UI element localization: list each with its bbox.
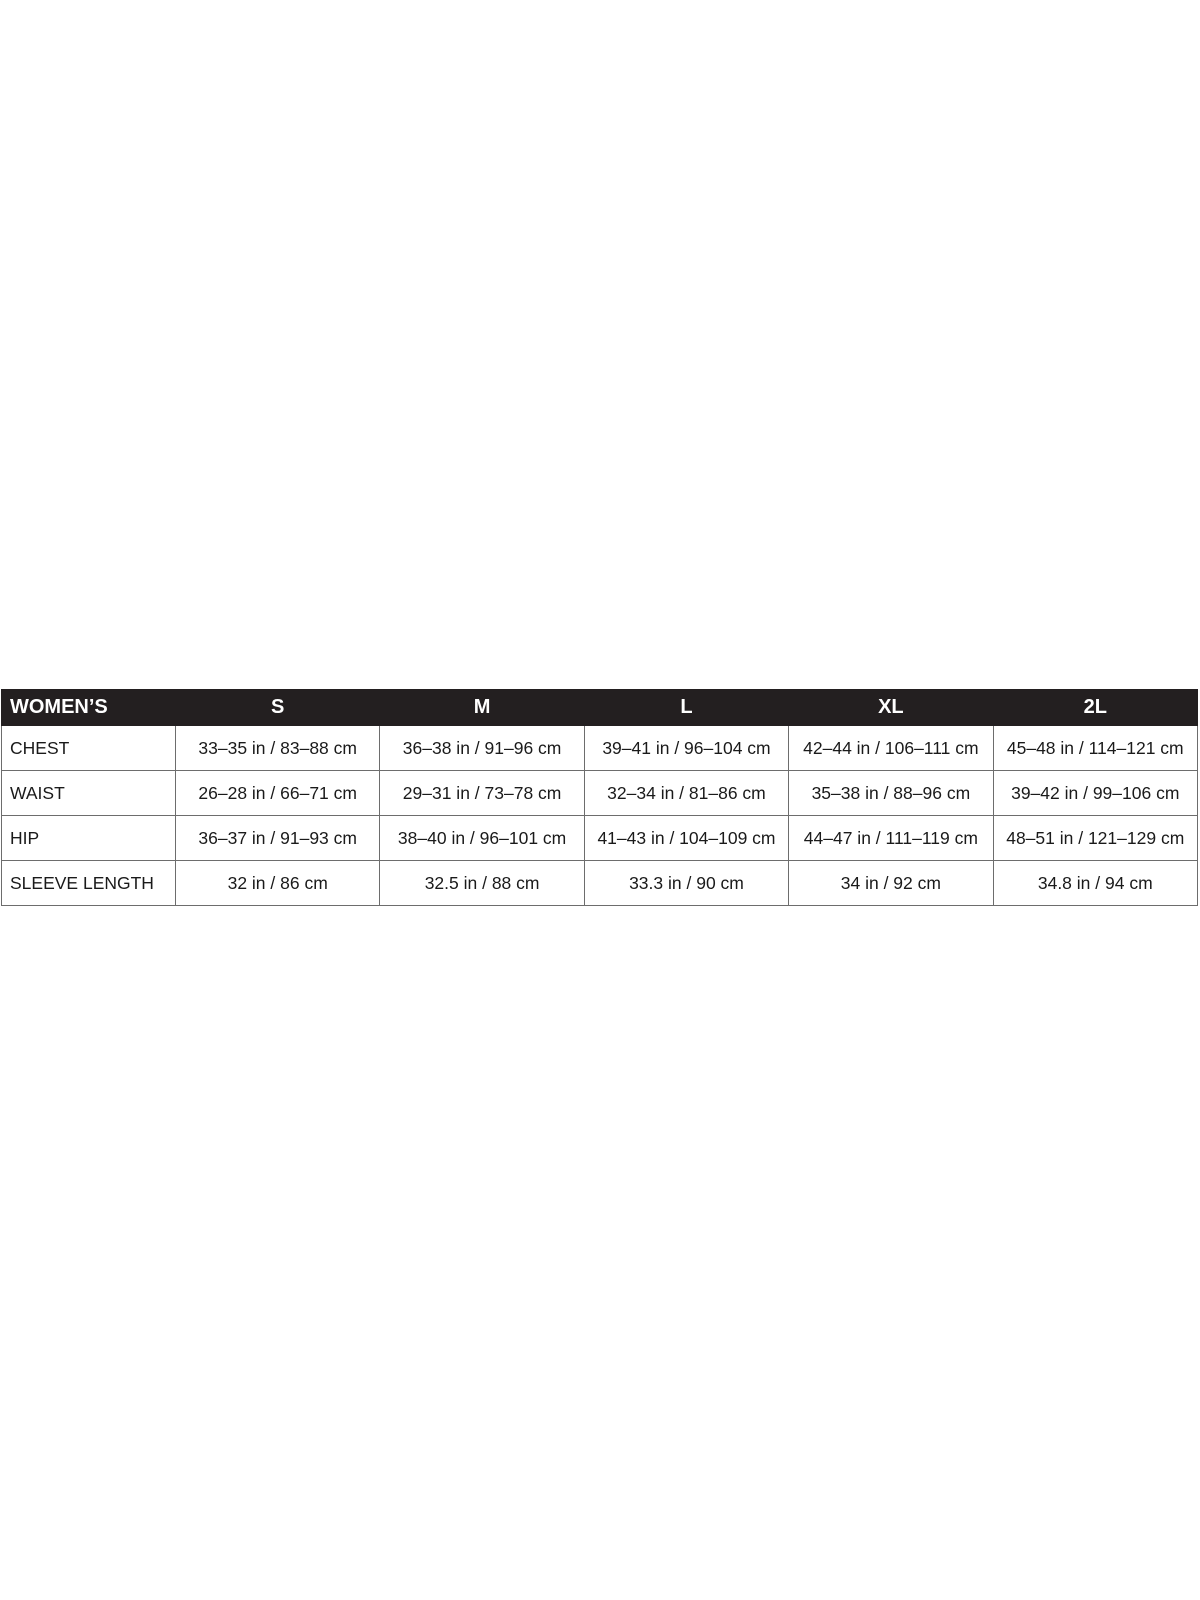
table-cell: 42–44 in / 106–111 cm — [789, 726, 993, 771]
table-row-chest — [2, 726, 1198, 771]
table-cell: 29–31 in / 73–78 cm — [380, 771, 584, 816]
row-label-hip: HIP — [2, 816, 176, 861]
table-row-sleeve-length — [2, 861, 1198, 906]
header-row — [2, 690, 1198, 726]
row-label-chest: CHEST — [2, 726, 176, 771]
size-header-s: S — [176, 690, 380, 726]
table-cell: 44–47 in / 111–119 cm — [789, 816, 993, 861]
size-header-l: L — [584, 690, 788, 726]
table-cell: 35–38 in / 88–96 cm — [789, 771, 993, 816]
row-label-sleeve-length: SLEEVE LENGTH — [2, 861, 176, 906]
table-cell: 32.5 in / 88 cm — [380, 861, 584, 906]
table-cell: 34 in / 92 cm — [789, 861, 993, 906]
table-title: WOMEN’S — [2, 690, 176, 726]
row-label-waist: WAIST — [2, 771, 176, 816]
table-cell: 38–40 in / 96–101 cm — [380, 816, 584, 861]
table-cell: 39–42 in / 99–106 cm — [993, 771, 1197, 816]
size-chart-table — [1, 689, 1198, 906]
size-header-2l: 2L — [993, 690, 1197, 726]
table-cell: 48–51 in / 121–129 cm — [993, 816, 1197, 861]
table-cell: 33.3 in / 90 cm — [584, 861, 788, 906]
size-header-xl: XL — [789, 690, 993, 726]
table-cell: 26–28 in / 66–71 cm — [176, 771, 380, 816]
table-row-hip — [2, 816, 1198, 861]
table-cell: 41–43 in / 104–109 cm — [584, 816, 788, 861]
table-cell: 36–38 in / 91–96 cm — [380, 726, 584, 771]
size-header-m: M — [380, 690, 584, 726]
table-cell: 32 in / 86 cm — [176, 861, 380, 906]
table-row-waist — [2, 771, 1198, 816]
table-cell: 32–34 in / 81–86 cm — [584, 771, 788, 816]
table-cell: 33–35 in / 83–88 cm — [176, 726, 380, 771]
table-cell: 36–37 in / 91–93 cm — [176, 816, 380, 861]
table-cell: 45–48 in / 114–121 cm — [993, 726, 1197, 771]
table-cell: 39–41 in / 96–104 cm — [584, 726, 788, 771]
table-cell: 34.8 in / 94 cm — [993, 861, 1197, 906]
